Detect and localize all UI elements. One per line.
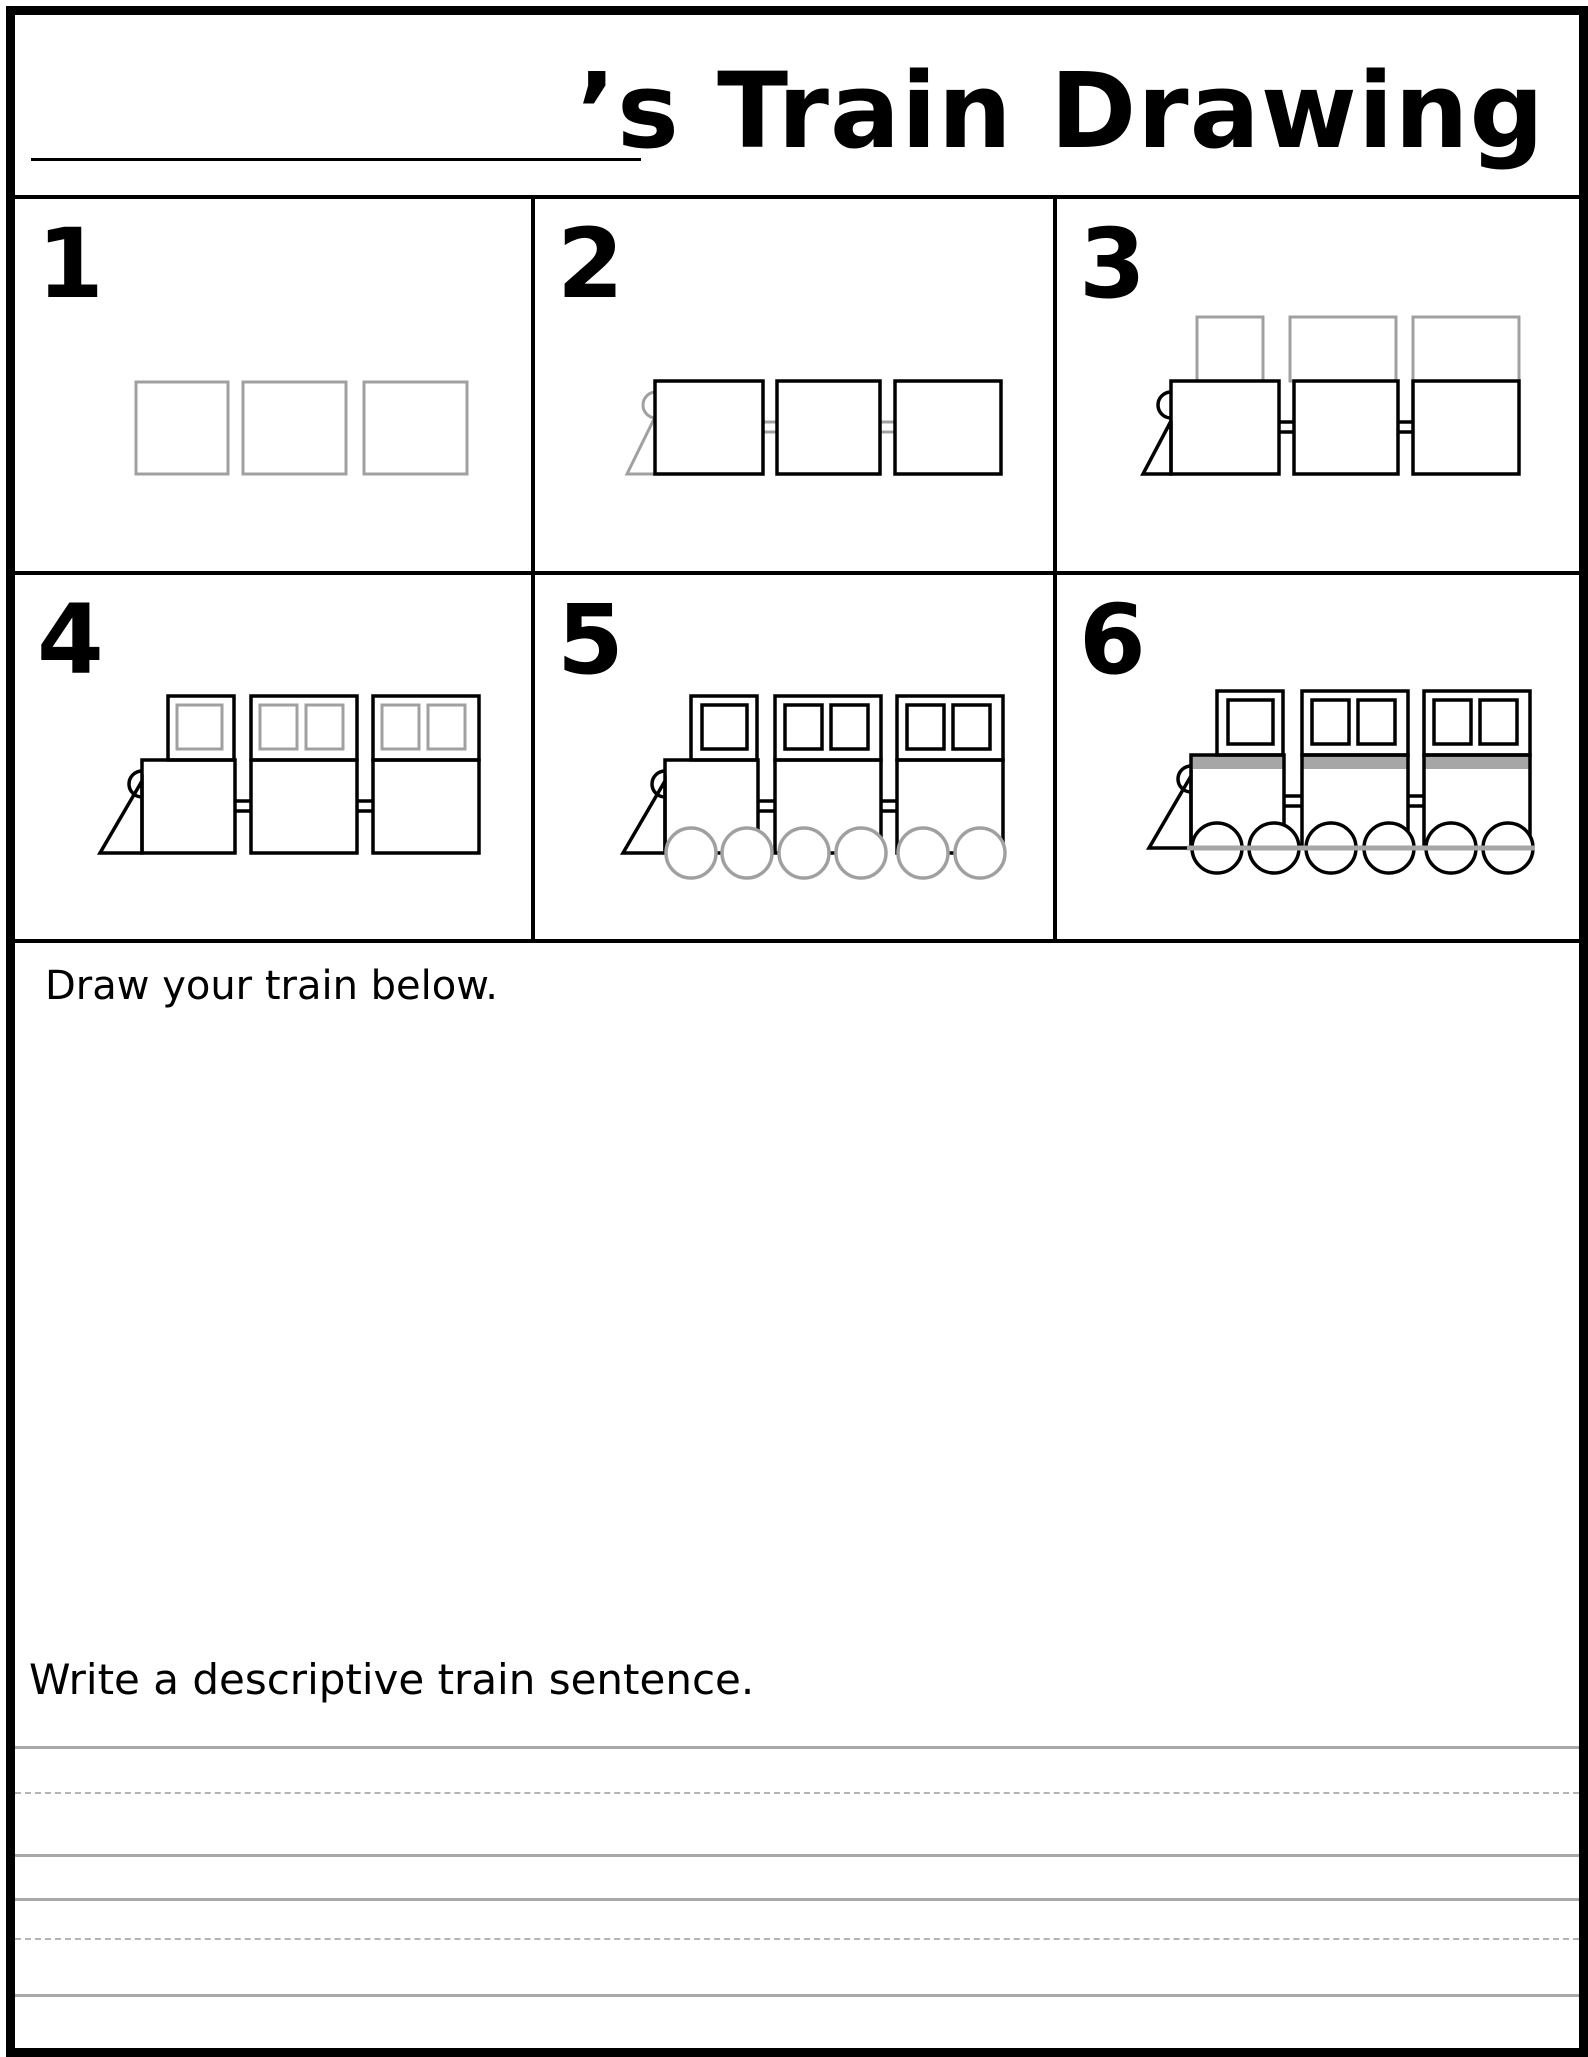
- window: [1228, 700, 1273, 744]
- writing-base-line[interactable]: [15, 1854, 1579, 1857]
- wheel-outline: [666, 828, 716, 878]
- write-instruction: Write a descriptive train sentence.: [29, 1655, 755, 1704]
- drawing-area[interactable]: [15, 943, 1579, 2048]
- worksheet: [6, 6, 1588, 2057]
- smokestack: [1158, 392, 1171, 418]
- window: [953, 705, 990, 749]
- cowcatcher: [623, 781, 665, 853]
- car-body: [373, 760, 479, 853]
- writing-mid-line: [15, 1792, 1579, 1794]
- steps-grid: [15, 199, 1579, 943]
- step-4: [15, 575, 531, 939]
- wheel-outline: [722, 828, 772, 878]
- step-1-diagram: [15, 199, 531, 571]
- step-number: 5: [557, 584, 624, 696]
- step-number: 3: [1079, 208, 1146, 320]
- car-body: [1294, 381, 1398, 474]
- step-5: [535, 575, 1053, 939]
- car-body: [1413, 381, 1519, 474]
- window-outline: [382, 705, 419, 749]
- writing-top-line[interactable]: [15, 1898, 1579, 1901]
- name-line[interactable]: [31, 158, 641, 161]
- step-2-diagram: [535, 199, 1053, 571]
- car-body: [777, 381, 880, 474]
- wheel-outline: [836, 828, 886, 878]
- window: [1358, 700, 1395, 744]
- window: [831, 705, 868, 749]
- car-body: [142, 760, 235, 853]
- page-title: ’s Train Drawing: [576, 50, 1545, 172]
- car-body: [895, 381, 1001, 474]
- step-6-diagram: [1057, 575, 1579, 939]
- cowcatcher: [1149, 776, 1191, 848]
- car-body: [655, 381, 763, 474]
- trim-stripe: [1303, 756, 1409, 769]
- trim-stripe: [1425, 756, 1531, 769]
- window: [1434, 700, 1471, 744]
- car-body: [251, 760, 357, 853]
- step-number: 4: [37, 584, 104, 696]
- draw-instruction: Draw your train below.: [45, 963, 499, 1009]
- step-number: 1: [37, 208, 104, 320]
- writing-top-line[interactable]: [15, 1746, 1579, 1749]
- step-6: [1057, 575, 1579, 939]
- wheel-outline: [955, 828, 1005, 878]
- step-number: 2: [557, 208, 624, 320]
- window: [1312, 700, 1349, 744]
- window-outline: [428, 705, 465, 749]
- window: [785, 705, 822, 749]
- window: [907, 705, 944, 749]
- step-1: [15, 199, 531, 571]
- cab-outline: [1413, 317, 1519, 381]
- step-4-diagram: [15, 575, 531, 939]
- window-outline: [177, 705, 222, 749]
- car-body: [1171, 381, 1279, 474]
- trim-stripe: [1192, 756, 1285, 769]
- step-3-diagram: [1057, 199, 1579, 571]
- car-body-outline: [364, 382, 467, 474]
- cab-outline: [1290, 317, 1396, 381]
- writing-base-line[interactable]: [15, 1994, 1579, 1997]
- step-2: [535, 199, 1053, 571]
- window: [702, 705, 747, 749]
- header: [15, 15, 1579, 199]
- cab-outline: [1197, 317, 1263, 381]
- step-number: 6: [1079, 584, 1146, 696]
- step-5-diagram: [535, 575, 1053, 939]
- window: [1480, 700, 1517, 744]
- cowcatcher-outline: [627, 417, 655, 474]
- window-outline: [306, 705, 343, 749]
- car-body-outline: [136, 382, 228, 474]
- writing-mid-line: [15, 1938, 1579, 1940]
- car-body-outline: [243, 382, 346, 474]
- window-outline: [260, 705, 297, 749]
- wheel-outline: [898, 828, 948, 878]
- step-3: [1057, 199, 1579, 571]
- cowcatcher: [100, 781, 142, 853]
- cowcatcher: [1143, 421, 1171, 474]
- wheel-outline: [779, 828, 829, 878]
